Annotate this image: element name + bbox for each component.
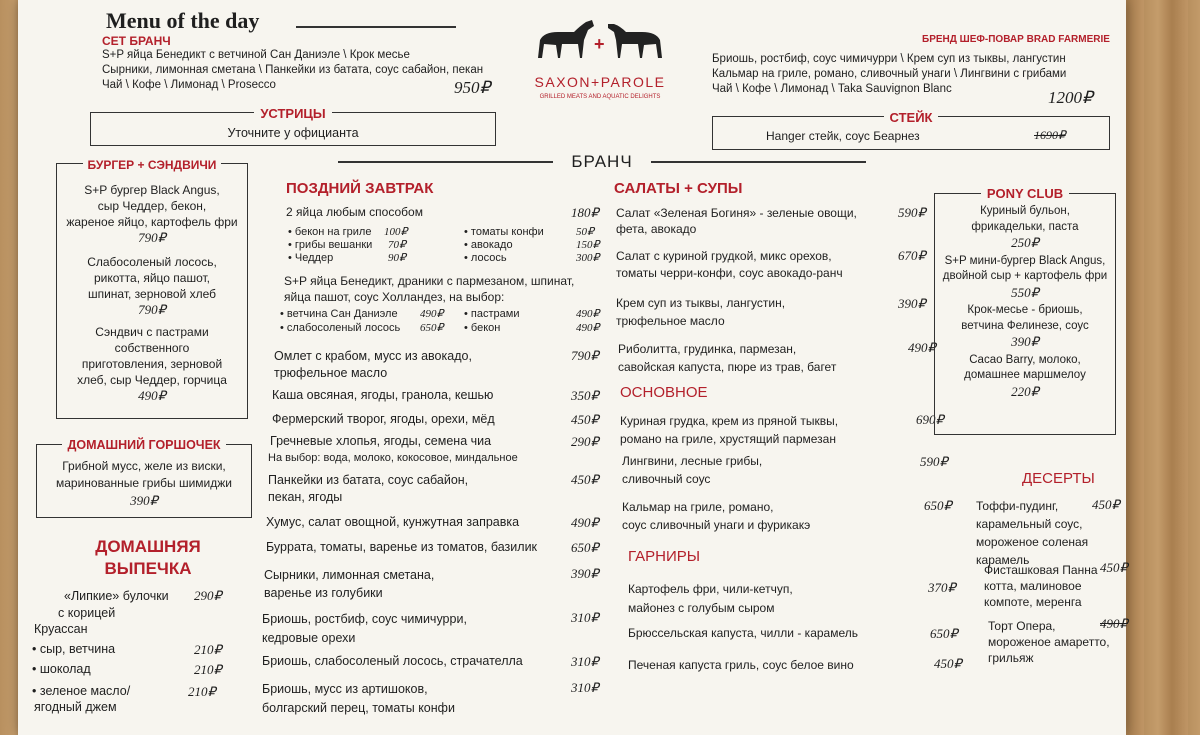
syrniki-item [264,566,434,602]
burger-line: приготовления, зерновой [81,357,223,371]
burger-price: 790₽ [138,230,166,245]
side-price: 450₽ [934,656,962,671]
brunch-title: БРАНЧ [571,152,633,171]
menu-sheet [18,0,1126,735]
addons-left [288,225,453,264]
croissant-option: ягодный джем [34,700,117,714]
chef-line: Бриошь, ростбиф, соус чимичурри \ Крем суп из тыквы, лангустин [712,53,1066,65]
main-price: 650₽ [924,498,952,513]
pony-line: ветчина Фелинезе, соус [961,319,1089,332]
addon-name: • грибы вешанки [288,239,372,251]
salad-price: 670₽ [898,248,926,263]
croissant-label: Круассан [34,622,88,636]
salad-line: трюфельное масло [616,314,725,328]
side-line: майонез с голубым сыром [628,601,775,615]
main-line: Лингвини, лесные грибы, [622,454,763,468]
burger-price: 790₽ [138,302,166,317]
addon-name: • бекон на гриле [288,226,371,238]
pot-line: маринованные грибы шимиджи [55,476,232,490]
dessert-line: Тоффи-пудинг, [976,499,1059,513]
benedict-line: яйца пашот, соус Холландез, на выбор: [284,290,505,304]
logo-tagline: GRILLED MEATS AND AQUATIC DELIGHTS [539,94,661,100]
menu-item: Каша овсяная, ягоды, гранола, кешью [272,388,494,402]
dessert-line: грильяж [988,651,1034,665]
dessert-item [988,618,1110,666]
bakery-bun [54,588,169,622]
addon-price: 300₽ [576,252,600,264]
benedict-option-price: 490₽ [576,308,600,320]
dessert-item [984,562,1098,610]
pony-line: домашнее маршмелоу [964,369,1086,381]
salad-line: Салат «Зеленая Богиня» - зеленые овощи, [616,206,857,220]
burger-line: хлеб, сыр Чеддер, горчица [77,373,227,387]
croissant-price: 210₽ [194,662,222,677]
menu-item-price: 290₽ [571,434,599,449]
brioche-line: Бриошь, ростбиф, соус чимичурри, [262,612,467,626]
main-line: Кальмар на гриле, романо, [622,500,774,514]
pony-line: фрикадельки, паста [971,220,1079,233]
brioche-item [262,680,455,718]
addon-price: 90₽ [388,252,406,264]
benedict-option-price: 490₽ [420,308,444,320]
salad-line: Крем суп из тыквы, лангустин, [616,296,786,310]
syrniki-line: варенье из голубики [264,586,383,600]
steak-price: 1690₽ [1034,128,1066,142]
brunch-rule-left [338,161,553,163]
bun-price: 290₽ [194,588,222,603]
logo-name: SAXON+PAROLE [534,74,666,90]
menu-item: Гречневые хлопья, ягоды, семена чиа [270,434,492,448]
benedict-options-left [280,307,460,335]
oysters-text: Уточните у официанта [227,126,359,140]
salad-line: савойская капуста, пюре из трав, багет [618,360,837,374]
burger-title: БУРГЕР + СЭНДВИЧИ [83,158,222,172]
brunch-rule-right [651,161,866,163]
addon-name: • авокадо [464,239,513,251]
set-line: Чай \ Кофе \ Лимонад \ Prosecco [102,79,276,91]
set-line: Сырники, лимонная сметана \ Панкейки из батата, соус сабайон, пекан [102,64,484,76]
salad-item [618,340,836,376]
hummus-item: Хумус, салат овощной, кунжутная заправка [266,515,520,529]
menu-item: Фермерский творог, ягоды, орехи, мёд [272,412,495,426]
chef-line: Чай \ Кофе \ Лимонад \ Taka Sauvignon Blanc [712,83,952,95]
pancake-line: Панкейки из батата, соус сабайон, [268,473,469,487]
main-item [622,452,762,488]
dessert-line: Торт Опера, [988,619,1056,633]
dessert-line: котта, малиновое [984,579,1082,593]
benedict-option: • ветчина Сан Даниэле [280,308,398,320]
main-item [622,498,810,534]
dessert-line: мороженое соленая карамель [976,535,1089,567]
title-divider [296,26,456,28]
main-title: ОСНОВНОЕ [620,384,708,401]
pot-text [38,458,250,509]
brioche-price: 310₽ [571,654,599,669]
set-brunch-lines [102,48,483,93]
set-brunch-title: СЕТ БРАНЧ [102,34,171,48]
main-line: соус сливочный унаги и фурикакэ [622,518,811,532]
pony-price: 250₽ [1011,235,1039,250]
syrniki-price: 390₽ [571,566,599,581]
late-breakfast-title: ПОЗДНИЙ ЗАВТРАК [286,180,434,197]
dessert-line: карамельный соус, [976,517,1083,531]
set-line: S+P яйца Бенедикт с ветчиной Сан Даниэле \ Крок месье [102,49,410,61]
salad-item [616,248,843,282]
salad-item [616,294,785,330]
pancake-item [268,472,468,506]
brioche-price: 310₽ [571,680,599,695]
main-price: 690₽ [916,412,944,427]
addon-name: • лосось [464,252,507,264]
salad-line: фета, авокадо [616,222,697,236]
benedict-option: • пастрами [464,308,519,320]
benedict-option-price: 650₽ [420,322,444,334]
pancake-price: 450₽ [571,472,599,487]
burger-line: сыр Чеддер, бекон, [97,199,207,213]
croissant-price: 210₽ [188,684,216,699]
chef-line: Кальмар на гриле, романо, сливочный унаги \ Лингвини с грибами [712,68,1067,80]
pony-club-items [934,204,1116,399]
dessert-line: мороженое амаретто, [988,635,1110,649]
benedict-option: • бекон [464,322,500,334]
svg-text:+: + [594,34,605,54]
brioche-line: болгарский перец, томаты конфи [262,701,455,715]
omelet-price: 790₽ [571,348,599,363]
steak-text: Hanger стейк, соус Беарнез [766,129,920,143]
salad-price: 390₽ [898,296,926,311]
burger-line: собственного [114,341,190,355]
dessert-price: 450₽ [1100,560,1128,575]
benedict-option-price: 490₽ [576,322,600,334]
dessert-price: 450₽ [1092,497,1120,512]
croissant-option: • зеленое масло/ [32,684,130,698]
hummus-price: 490₽ [571,515,599,530]
main-line: романо на гриле, хрустящий пармезан [620,432,836,446]
salad-line: Салат с куриной грудкой, микс орехов, [616,249,832,263]
brioche-line: Бриошь, мусс из артишоков, [262,682,428,696]
burger-line: жареное яйцо, картофель фри [66,215,238,229]
horses-logo-icon [530,18,670,68]
dessert-price: 490₽ [1100,616,1128,631]
oysters-title: УСТРИЦЫ [254,106,331,121]
addon-name: • Чеддер [288,252,333,264]
pot-price: 390₽ [130,493,158,508]
addon-price: 100₽ [384,226,408,238]
addon-price: 150₽ [576,239,600,251]
salad-price: 590₽ [898,205,926,220]
burger-line: S+P бургер Black Angus, [84,183,220,197]
addon-name: • томаты конфи [464,226,544,238]
benedict-line: S+P яйца Бенедикт, драники с пармезаном, шпинат, [284,274,575,288]
benedict-option: • слабосоленый лосось [280,322,400,334]
benedict-item [284,273,574,305]
dessert-line: Фисташковая Панна [984,563,1098,577]
burger-line: Слабосоленый лосось, [87,255,217,269]
side-price: 650₽ [930,626,958,641]
pot-line: Грибной мусс, желе из виски, [62,459,226,473]
main-line: сливочный соус [622,472,711,486]
pony-line: Cacao Barry, молоко, [969,353,1081,366]
burger-price: 490₽ [138,388,166,403]
menu-item-price: 450₽ [571,412,599,427]
burger-line: рикотта, яйцо пашот, [93,271,211,285]
burrata-price: 650₽ [571,540,599,555]
brioche-item [262,610,467,648]
sides-title: ГАРНИРЫ [628,548,701,565]
pony-line: Крок-месье - бриошь, [967,304,1083,316]
salad-line: Риболитта, грудинка, пармезан, [618,342,797,356]
dessert-line: компоте, меренга [984,595,1082,609]
side-item: Печеная капуста гриль, соус белое вино [628,658,854,672]
brioche-line: кедровые орехи [262,631,356,645]
set-brunch-price: 950₽ [454,78,491,97]
pony-line: S+P мини-бургер Black Angus, [944,254,1106,267]
pancake-line: пекан, ягоды [268,490,343,504]
bakery-title [58,536,238,580]
main-item [620,412,838,448]
brioche-item: Бриошь, слабосоленый лосось, страчателла [262,654,523,668]
omelet-line: Омлет с крабом, мусс из авокадо, [274,349,472,363]
salad-price: 490₽ [908,340,936,355]
bun-line: «Липкие» булочки [64,589,169,603]
desserts-title: ДЕСЕРТЫ [1022,470,1095,487]
croissant-option: • сыр, ветчина [32,642,115,656]
eggs-price: 180₽ [571,205,599,220]
bun-line: с корицей [58,606,116,620]
salads-title: САЛАТЫ + СУПЫ [614,180,743,197]
croissant-price: 210₽ [194,642,222,657]
bakery-title-line: ВЫПЕЧКА [104,559,192,578]
side-item: Брюссельская капуста, чилли - карамель [628,626,858,640]
cereal-choice: На выбор: вода, молоко, кокосовое, миндальное [268,452,518,464]
side-line: Картофель фри, чили-кетчуп, [628,582,793,596]
addons-right [464,225,604,264]
benedict-options-right [464,307,604,335]
pony-line: Куриный бульон, [980,205,1070,217]
chef-set-lines [712,52,1066,97]
main-line: Куриная грудка, крем из пряной тыквы, [620,414,839,428]
omelet-item [274,348,472,382]
pony-price: 220₽ [1011,383,1039,399]
menu-of-day-title: Menu of the day [106,8,260,33]
omelet-line: трюфельное масло [274,366,388,380]
bakery-title-line: ДОМАШНЯЯ [95,537,201,556]
syrniki-line: Сырники, лимонная сметана, [264,568,435,582]
burger-line: шпинат, зерновой хлеб [87,287,217,301]
croissant-option: • шоколад [32,662,91,676]
pony-price: 390₽ [1011,334,1039,349]
pony-club-title: PONY CLUB [981,186,1069,201]
pot-title: ДОМАШНИЙ ГОРШОЧЕК [62,438,225,452]
pony-line: двойной сыр + картофель фри [942,270,1108,282]
burrata-item: Буррата, томаты, варенье из томатов, базилик [266,540,538,554]
side-price: 370₽ [928,580,956,595]
side-item [628,580,793,618]
salad-item [616,205,857,237]
burger-line: Сэндвич с пастрами [95,325,209,339]
addon-price: 50₽ [576,226,594,238]
brioche-price: 310₽ [571,610,599,625]
chef-set-price: 1200₽ [1048,88,1093,107]
chef-set-title: БРЕНД ШЕФ-ПОВАР BRAD FARMERIE [922,34,1110,45]
burger-items [58,182,246,404]
main-price: 590₽ [920,454,948,469]
salad-line: томаты черри-конфи, соус авокадо-ранч [616,266,843,280]
addon-price: 70₽ [388,239,406,251]
pony-price: 550₽ [1011,284,1039,300]
steak-title: СТЕЙК [884,110,939,125]
menu-item-price: 350₽ [571,388,599,403]
eggs-item: 2 яйца любым способом [286,205,423,219]
